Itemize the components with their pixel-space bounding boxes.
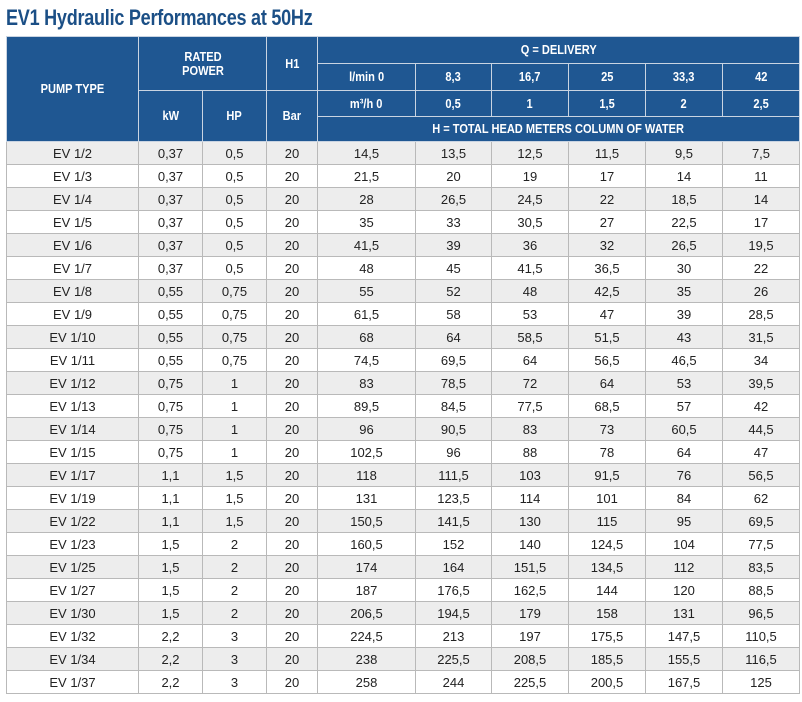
table-cell: 20 <box>267 142 318 165</box>
table-cell: 45 <box>416 257 492 280</box>
table-cell: 3 <box>203 625 267 648</box>
table-cell: 2,2 <box>139 648 203 671</box>
table-cell: 1 <box>203 441 267 464</box>
table-cell: 2 <box>203 579 267 602</box>
table-cell: 2,2 <box>139 625 203 648</box>
table-cell: 42,5 <box>569 280 646 303</box>
table-cell: 53 <box>492 303 569 326</box>
table-cell: 0,37 <box>139 257 203 280</box>
table-cell: 19 <box>492 165 569 188</box>
table-row <box>7 648 800 671</box>
table-cell: 2 <box>203 602 267 625</box>
pump-type-cell: EV 1/2 <box>7 142 139 165</box>
table-cell: 64 <box>416 326 492 349</box>
header-m3h-cell: 0,5 <box>416 91 492 117</box>
table-cell: 26,5 <box>646 234 723 257</box>
table-row <box>7 602 800 625</box>
header-lmin-cell: 16,7 <box>492 64 569 91</box>
table-cell: 55 <box>318 280 416 303</box>
table-cell: 89,5 <box>318 395 416 418</box>
table-cell: 21,5 <box>318 165 416 188</box>
table-cell: 0,37 <box>139 165 203 188</box>
table-cell: 238 <box>318 648 416 671</box>
table-cell: 131 <box>646 602 723 625</box>
table-cell: 150,5 <box>318 510 416 533</box>
table-cell: 20 <box>267 395 318 418</box>
table-cell: 2 <box>203 533 267 556</box>
table-cell: 64 <box>492 349 569 372</box>
table-cell: 72 <box>492 372 569 395</box>
pump-type-cell: EV 1/8 <box>7 280 139 303</box>
table-cell: 11 <box>723 165 800 188</box>
page-title: EV1 Hydraulic Performances at 50Hz <box>6 5 313 30</box>
pump-type-cell: EV 1/4 <box>7 188 139 211</box>
table-row <box>7 349 800 372</box>
table-cell: 0,37 <box>139 234 203 257</box>
pump-type-cell: EV 1/23 <box>7 533 139 556</box>
table-cell: 225,5 <box>492 671 569 694</box>
table-cell: 78,5 <box>416 372 492 395</box>
table-cell: 20 <box>267 648 318 671</box>
table-cell: 0,75 <box>139 372 203 395</box>
table-cell: 155,5 <box>646 648 723 671</box>
pump-type-cell: EV 1/13 <box>7 395 139 418</box>
table-row <box>7 625 800 648</box>
table-cell: 0,5 <box>203 142 267 165</box>
table-cell: 103 <box>492 464 569 487</box>
table-cell: 101 <box>569 487 646 510</box>
table-cell: 58 <box>416 303 492 326</box>
table-row <box>7 372 800 395</box>
table-cell: 0,55 <box>139 280 203 303</box>
table-cell: 116,5 <box>723 648 800 671</box>
table-cell: 244 <box>416 671 492 694</box>
table-cell: 118 <box>318 464 416 487</box>
header-lmin-cell: 25 <box>569 64 646 91</box>
table-cell: 1 <box>203 418 267 441</box>
table-cell: 185,5 <box>569 648 646 671</box>
pump-type-cell: EV 1/25 <box>7 556 139 579</box>
pump-type-cell: EV 1/22 <box>7 510 139 533</box>
table-cell: 104 <box>646 533 723 556</box>
table-row <box>7 671 800 694</box>
table-cell: 0,5 <box>203 211 267 234</box>
table-cell: 176,5 <box>416 579 492 602</box>
table-cell: 47 <box>569 303 646 326</box>
table-cell: 68,5 <box>569 395 646 418</box>
table-cell: 111,5 <box>416 464 492 487</box>
header-kw: kW <box>139 91 203 142</box>
table-cell: 197 <box>492 625 569 648</box>
header-lmin-cell: l/min 0 <box>318 64 416 91</box>
table-cell: 52 <box>416 280 492 303</box>
table-row <box>7 533 800 556</box>
table-cell: 194,5 <box>416 602 492 625</box>
table-cell: 1,5 <box>203 510 267 533</box>
table-cell: 42 <box>723 395 800 418</box>
table-cell: 19,5 <box>723 234 800 257</box>
table-cell: 20 <box>267 303 318 326</box>
table-header <box>7 37 800 142</box>
table-cell: 69,5 <box>723 510 800 533</box>
table-cell: 1,5 <box>139 533 203 556</box>
header-m3h-cell: m³/h 0 <box>318 91 416 117</box>
header-bar: Bar <box>267 91 318 142</box>
table-cell: 114 <box>492 487 569 510</box>
table-cell: 26 <box>723 280 800 303</box>
table-cell: 13,5 <box>416 142 492 165</box>
table-cell: 1 <box>203 372 267 395</box>
table-cell: 1 <box>203 395 267 418</box>
table-cell: 206,5 <box>318 602 416 625</box>
table-cell: 12,5 <box>492 142 569 165</box>
table-cell: 1,5 <box>139 556 203 579</box>
header-m3h-cell: 2,5 <box>723 91 800 117</box>
table-cell: 144 <box>569 579 646 602</box>
header-q-delivery: Q = DELIVERY <box>318 37 800 64</box>
table-cell: 0,55 <box>139 349 203 372</box>
table-cell: 73 <box>569 418 646 441</box>
table-row <box>7 395 800 418</box>
table-cell: 258 <box>318 671 416 694</box>
table-cell: 11,5 <box>569 142 646 165</box>
header-rated-power: RATED POWER <box>139 37 267 91</box>
table-cell: 20 <box>267 372 318 395</box>
table-cell: 17 <box>723 211 800 234</box>
table-cell: 0,37 <box>139 188 203 211</box>
table-cell: 34 <box>723 349 800 372</box>
table-cell: 175,5 <box>569 625 646 648</box>
table-cell: 62 <box>723 487 800 510</box>
table-cell: 9,5 <box>646 142 723 165</box>
pump-type-cell: EV 1/9 <box>7 303 139 326</box>
pump-type-cell: EV 1/11 <box>7 349 139 372</box>
table-cell: 64 <box>569 372 646 395</box>
table-cell: 78 <box>569 441 646 464</box>
header-pump-type: PUMP TYPE <box>7 37 139 142</box>
table-cell: 200,5 <box>569 671 646 694</box>
table-row <box>7 510 800 533</box>
table-cell: 48 <box>492 280 569 303</box>
table-row <box>7 579 800 602</box>
table-row <box>7 418 800 441</box>
table-cell: 56,5 <box>723 464 800 487</box>
table-cell: 31,5 <box>723 326 800 349</box>
table-cell: 213 <box>416 625 492 648</box>
table-cell: 225,5 <box>416 648 492 671</box>
table-cell: 20 <box>267 625 318 648</box>
table-cell: 39,5 <box>723 372 800 395</box>
table-cell: 208,5 <box>492 648 569 671</box>
table-cell: 20 <box>267 671 318 694</box>
table-cell: 20 <box>267 349 318 372</box>
table-cell: 36,5 <box>569 257 646 280</box>
table-row <box>7 326 800 349</box>
table-row <box>7 487 800 510</box>
table-cell: 0,5 <box>203 234 267 257</box>
table-cell: 69,5 <box>416 349 492 372</box>
table-cell: 96 <box>416 441 492 464</box>
table-cell: 47 <box>723 441 800 464</box>
table-cell: 74,5 <box>318 349 416 372</box>
table-cell: 20 <box>267 533 318 556</box>
table-cell: 1,1 <box>139 487 203 510</box>
table-cell: 187 <box>318 579 416 602</box>
table-cell: 20 <box>267 579 318 602</box>
table-cell: 112 <box>646 556 723 579</box>
table-cell: 60,5 <box>646 418 723 441</box>
table-row <box>7 165 800 188</box>
table-cell: 20 <box>267 234 318 257</box>
table-cell: 46,5 <box>646 349 723 372</box>
table-cell: 7,5 <box>723 142 800 165</box>
table-cell: 0,75 <box>139 441 203 464</box>
table-row <box>7 280 800 303</box>
header-lmin-cell: 8,3 <box>416 64 492 91</box>
table-cell: 20 <box>267 188 318 211</box>
table-cell: 39 <box>416 234 492 257</box>
table-cell: 0,75 <box>203 349 267 372</box>
table-cell: 20 <box>267 326 318 349</box>
table-cell: 32 <box>569 234 646 257</box>
table-cell: 179 <box>492 602 569 625</box>
table-cell: 20 <box>267 257 318 280</box>
table-cell: 158 <box>569 602 646 625</box>
table-cell: 1,1 <box>139 464 203 487</box>
table-cell: 0,55 <box>139 303 203 326</box>
table-cell: 131 <box>318 487 416 510</box>
table-cell: 20 <box>267 556 318 579</box>
table-cell: 26,5 <box>416 188 492 211</box>
table-cell: 33 <box>416 211 492 234</box>
table-cell: 30,5 <box>492 211 569 234</box>
table-cell: 41,5 <box>492 257 569 280</box>
table-cell: 110,5 <box>723 625 800 648</box>
table-cell: 14,5 <box>318 142 416 165</box>
table-cell: 39 <box>646 303 723 326</box>
pump-type-cell: EV 1/7 <box>7 257 139 280</box>
table-cell: 174 <box>318 556 416 579</box>
table-cell: 48 <box>318 257 416 280</box>
table-row <box>7 211 800 234</box>
table-cell: 28 <box>318 188 416 211</box>
table-cell: 1,1 <box>139 510 203 533</box>
table-cell: 17 <box>569 165 646 188</box>
table-cell: 88,5 <box>723 579 800 602</box>
table-cell: 20 <box>267 211 318 234</box>
table-cell: 0,5 <box>203 165 267 188</box>
pump-type-cell: EV 1/17 <box>7 464 139 487</box>
table-cell: 20 <box>267 441 318 464</box>
table-cell: 36 <box>492 234 569 257</box>
table-cell: 0,75 <box>203 326 267 349</box>
table-cell: 95 <box>646 510 723 533</box>
table-cell: 27 <box>569 211 646 234</box>
table-cell: 125 <box>723 671 800 694</box>
pump-type-cell: EV 1/37 <box>7 671 139 694</box>
table-cell: 124,5 <box>569 533 646 556</box>
table-cell: 1,5 <box>203 464 267 487</box>
table-cell: 224,5 <box>318 625 416 648</box>
table-cell: 167,5 <box>646 671 723 694</box>
table-row <box>7 257 800 280</box>
table-cell: 141,5 <box>416 510 492 533</box>
table-cell: 147,5 <box>646 625 723 648</box>
table-cell: 162,5 <box>492 579 569 602</box>
table-cell: 0,37 <box>139 142 203 165</box>
table-cell: 0,75 <box>203 303 267 326</box>
pump-type-cell: EV 1/12 <box>7 372 139 395</box>
table-cell: 20 <box>416 165 492 188</box>
table-cell: 22 <box>723 257 800 280</box>
table-row <box>7 464 800 487</box>
table-cell: 84,5 <box>416 395 492 418</box>
table-cell: 123,5 <box>416 487 492 510</box>
table-row <box>7 188 800 211</box>
table-cell: 0,37 <box>139 211 203 234</box>
table-cell: 1,5 <box>139 579 203 602</box>
table-cell: 61,5 <box>318 303 416 326</box>
table-cell: 22 <box>569 188 646 211</box>
table-cell: 28,5 <box>723 303 800 326</box>
table-cell: 2,2 <box>139 671 203 694</box>
table-cell: 1,5 <box>203 487 267 510</box>
table-cell: 58,5 <box>492 326 569 349</box>
table-cell: 96 <box>318 418 416 441</box>
table-cell: 53 <box>646 372 723 395</box>
table-cell: 88 <box>492 441 569 464</box>
pump-type-cell: EV 1/19 <box>7 487 139 510</box>
table-cell: 83 <box>318 372 416 395</box>
header-hp: HP <box>203 91 267 142</box>
table-cell: 57 <box>646 395 723 418</box>
table-cell: 130 <box>492 510 569 533</box>
table-cell: 90,5 <box>416 418 492 441</box>
table-cell: 20 <box>267 602 318 625</box>
table-cell: 140 <box>492 533 569 556</box>
header-lmin-cell: 42 <box>723 64 800 91</box>
table-cell: 41,5 <box>318 234 416 257</box>
pump-type-cell: EV 1/15 <box>7 441 139 464</box>
table-cell: 0,5 <box>203 188 267 211</box>
pump-type-cell: EV 1/32 <box>7 625 139 648</box>
table-cell: 0,75 <box>139 395 203 418</box>
table-cell: 20 <box>267 487 318 510</box>
table-cell: 0,5 <box>203 257 267 280</box>
table-cell: 115 <box>569 510 646 533</box>
table-cell: 77,5 <box>492 395 569 418</box>
table-row <box>7 441 800 464</box>
header-m3h-cell: 2 <box>646 91 723 117</box>
table-row <box>7 234 800 257</box>
table-cell: 35 <box>318 211 416 234</box>
pump-type-cell: EV 1/30 <box>7 602 139 625</box>
table-cell: 20 <box>267 464 318 487</box>
table-cell: 3 <box>203 671 267 694</box>
table-cell: 120 <box>646 579 723 602</box>
header-lmin-cell: 33,3 <box>646 64 723 91</box>
table-row <box>7 556 800 579</box>
table-cell: 91,5 <box>569 464 646 487</box>
table-cell: 30 <box>646 257 723 280</box>
table-cell: 96,5 <box>723 602 800 625</box>
table-cell: 51,5 <box>569 326 646 349</box>
performance-table <box>6 36 800 694</box>
table-cell: 35 <box>646 280 723 303</box>
pump-type-cell: EV 1/27 <box>7 579 139 602</box>
table-row <box>7 142 800 165</box>
table-row <box>7 303 800 326</box>
header-h1: H1 <box>267 37 318 91</box>
table-cell: 43 <box>646 326 723 349</box>
table-cell: 83 <box>492 418 569 441</box>
table-cell: 76 <box>646 464 723 487</box>
table-cell: 83,5 <box>723 556 800 579</box>
table-cell: 1,5 <box>139 602 203 625</box>
table-cell: 56,5 <box>569 349 646 372</box>
table-cell: 102,5 <box>318 441 416 464</box>
table-cell: 77,5 <box>723 533 800 556</box>
table-cell: 0,75 <box>139 418 203 441</box>
table-cell: 20 <box>267 418 318 441</box>
table-cell: 164 <box>416 556 492 579</box>
pump-type-cell: EV 1/5 <box>7 211 139 234</box>
table-body <box>7 142 800 694</box>
table-cell: 18,5 <box>646 188 723 211</box>
pump-type-cell: EV 1/6 <box>7 234 139 257</box>
header-m3h-cell: 1 <box>492 91 569 117</box>
table-cell: 134,5 <box>569 556 646 579</box>
header-total-head: H = TOTAL HEAD METERS COLUMN OF WATER <box>318 117 800 142</box>
table-cell: 68 <box>318 326 416 349</box>
table-cell: 84 <box>646 487 723 510</box>
table-cell: 14 <box>723 188 800 211</box>
table-cell: 0,75 <box>203 280 267 303</box>
table-cell: 24,5 <box>492 188 569 211</box>
table-cell: 64 <box>646 441 723 464</box>
table-cell: 160,5 <box>318 533 416 556</box>
pump-type-cell: EV 1/14 <box>7 418 139 441</box>
table-cell: 151,5 <box>492 556 569 579</box>
table-cell: 2 <box>203 556 267 579</box>
table-cell: 152 <box>416 533 492 556</box>
table-cell: 3 <box>203 648 267 671</box>
table-cell: 14 <box>646 165 723 188</box>
table-cell: 20 <box>267 510 318 533</box>
pump-type-cell: EV 1/34 <box>7 648 139 671</box>
table-cell: 22,5 <box>646 211 723 234</box>
table-cell: 20 <box>267 165 318 188</box>
pump-type-cell: EV 1/3 <box>7 165 139 188</box>
table-cell: 20 <box>267 280 318 303</box>
table-cell: 44,5 <box>723 418 800 441</box>
pump-type-cell: EV 1/10 <box>7 326 139 349</box>
header-m3h-cell: 1,5 <box>569 91 646 117</box>
table-cell: 0,55 <box>139 326 203 349</box>
